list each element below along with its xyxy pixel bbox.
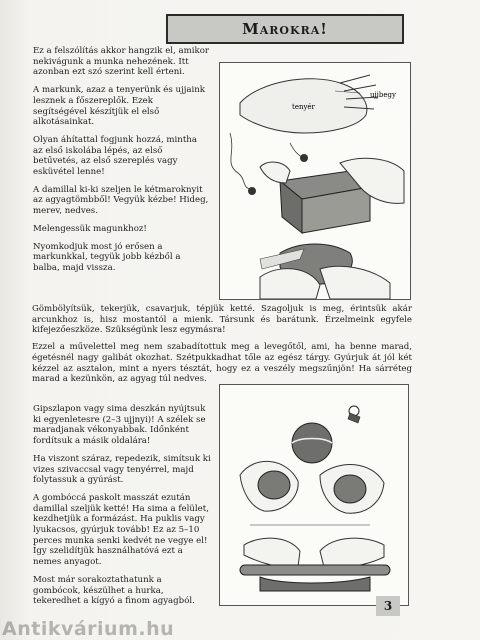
paragraph: A damillal ki-ki szeljen le kétmaroknyit az agyagtömbből! Vegyük kézbe! Hideg, merev, nedves. [33,184,209,217]
page-title: Marokra! [242,20,328,38]
paragraph: Nyomkodjuk most jó erősen a markunkkal, tegyük jobb kézből a balba, majd vissza. [33,241,181,273]
paragraph: Most már sorakoztathatunk a gombócok, készülhet a hurka, tekeredhet a kígyó a finom agyagból. [33,574,195,607]
paragraph: Gömbölyítsük, tekerjük, csavarjuk, tépjük ketté. Szagoljuk is meg, érintsük akár arcunkhoz is, hisz mostantól a mienk. Társunk és barátunk. Érzelmeink egyfele kifejezőeszköze. Szükségünk lesz egymásra! [32,304,412,336]
paragraph: Ez a felszólítás akkor hangzik el, amikor nekivágunk a munka nehezének. Itt azonban ezt szó szerint kell érteni. [33,46,209,78]
paragraph: Melengessük magunkhoz! [33,223,147,234]
rolling-clay-drawing [220,385,408,605]
paragraph: Ezzel a művelettel meg nem szabadítottuk meg a levegőtől, ami, ha benne marad, égetésnél nagy galibát okozhat. Szétpukkadhat tőle az egész tárgy. Gyúrjuk át jól két kézzel az asztalon, mint a nyers tésztát, hogy ez a veszély megszűnjön! Ha sárréteg marad a kezünkön, az agyag túl nedves. [32,342,412,385]
rolling-clay-illustration [219,384,409,606]
fingertip-label: ujjbegy [370,91,396,99]
paragraph: Gipszlapon vagy sima deszkán nyújtsuk ki egyenletesre (2–3 ujjnyi)! A szélek se maradjanak vékonyabbak. Időnként fordítsuk a másik oldalára! [33,404,206,447]
page-number: 3 [376,596,400,616]
hands-clay-drawing [220,63,410,299]
paragraph: Olyan áhítattal fogjunk hozzá, mintha az első iskolába lépés, az első betűvetés, az első szereplés vagy esküvétel lenne! [33,134,197,178]
watermark: Antikvárium.hu [2,618,175,640]
palm-label: tenyér [292,103,315,111]
bottom-column [33,404,211,614]
paragraph: A gombóccá paskolt masszát ezután damillal szeljük ketté! Ha sima a felület, kezdhetjük a formázást. Ha puklis vagy lyukacsos, gyúrjuk tovább! Ez az 5–10 perces munka senki kedvét ne vegye el! Így szelidítjük használhatóvá ezt a nemes anyagot. [33,492,209,568]
middle-text [32,304,412,391]
intro-column [33,46,209,281]
paragraph: Ha viszont száraz, repedezik, simítsuk ki vizes szivaccsal vagy tenyérrel, majd folytassuk a gyúrást. [33,453,211,486]
title-banner [166,14,404,44]
paragraph: A markunk, azaz a tenyerünk és ujjaink lesznek a főszereplők. Ezek segítségével készítjük el első alkotásainkat. [33,85,205,128]
hands-clay-illustration [219,62,411,300]
